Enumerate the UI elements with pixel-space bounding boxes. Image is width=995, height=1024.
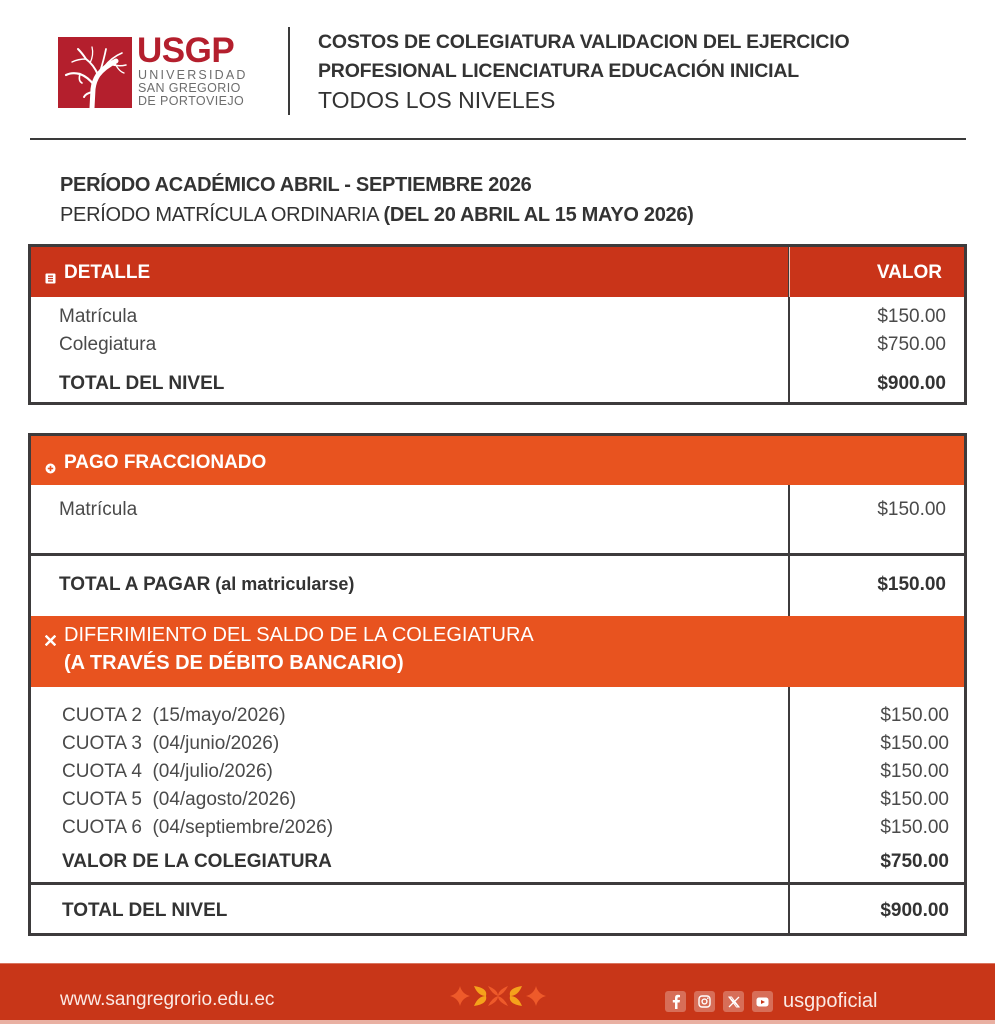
detail-header-label: DETALLE <box>64 262 151 283</box>
column-divider <box>788 485 790 616</box>
quota-value: $150.00 <box>880 733 949 754</box>
subtitle: TODOS LOS NIVELES <box>318 87 556 113</box>
row-divider <box>31 553 964 556</box>
row-value: $150.00 <box>877 499 946 520</box>
ornament-icon <box>448 982 548 1010</box>
quota-label: CUOTA 4 (04/julio/2026) <box>62 761 273 782</box>
header-column-divider <box>789 247 790 297</box>
quota-value: $150.00 <box>880 789 949 810</box>
title-line: COSTOS DE COLEGIATURA VALIDACION DEL EJERCICIO <box>318 31 850 53</box>
tuition-label: VALOR DE LA COLEGIATURA <box>62 851 332 872</box>
row-label: Colegiatura <box>59 334 157 355</box>
row-value: $750.00 <box>877 334 946 355</box>
website-link[interactable]: www.sangregrorio.edu.ec <box>60 989 275 1010</box>
quota-value: $150.00 <box>880 761 949 782</box>
title-line: PROFESIONAL LICENCIATURA EDUCACIÓN INICIAL <box>318 60 799 82</box>
enrollment-period-label: PERÍODO MATRÍCULA ORDINARIA <box>60 204 384 226</box>
row-label: Matrícula <box>59 306 138 327</box>
pay-now-label-wrap <box>59 574 354 596</box>
installment-section-header <box>31 436 964 485</box>
social-handle[interactable]: usgpoficial <box>783 990 878 1012</box>
quota-label: CUOTA 6 (04/septiembre/2026) <box>62 817 334 838</box>
quota-value: $150.00 <box>880 817 949 838</box>
logo-line: UNIVERSIDAD <box>138 68 248 82</box>
academic-period: PERÍODO ACADÉMICO ABRIL - SEPTIEMBRE 2026 <box>60 174 532 196</box>
close-icon <box>45 629 56 652</box>
total-value: $900.00 <box>877 373 946 394</box>
period-info <box>60 170 694 230</box>
row-label: Matrícula <box>59 499 138 520</box>
instagram-icon[interactable] <box>694 991 715 1012</box>
installment-header-label: PAGO FRACCIONADO <box>64 452 267 473</box>
total-label: TOTAL DEL NIVEL <box>62 900 228 921</box>
header-divider <box>288 27 290 115</box>
detail-header-label-wrap <box>45 262 150 284</box>
total-value: $900.00 <box>880 900 949 921</box>
logo-wordmark: USGP <box>137 31 235 70</box>
row-divider <box>31 882 964 885</box>
footer <box>0 963 995 1020</box>
value-header-label: VALOR <box>876 262 942 283</box>
detail-table-header <box>31 247 964 297</box>
detail-table <box>28 244 967 405</box>
tree-logo-icon <box>58 37 132 108</box>
row-value: $150.00 <box>877 306 946 327</box>
social-links <box>665 990 878 1013</box>
deferral-header-line2: (A TRAVÉS DE DÉBITO BANCARIO) <box>64 652 404 674</box>
quota-label: CUOTA 3 (04/junio/2026) <box>62 733 280 754</box>
header-rule <box>30 138 966 140</box>
facebook-icon[interactable] <box>665 991 686 1012</box>
deferral-header-line1: DIFERIMIENTO DEL SALDO DE LA COLEGIATURA <box>64 624 534 646</box>
enrollment-period <box>60 200 694 230</box>
deferral-section-header <box>31 616 964 687</box>
quota-label: CUOTA 5 (04/agosto/2026) <box>62 789 297 810</box>
list-icon <box>45 268 56 279</box>
column-divider <box>788 687 790 933</box>
quota-label: CUOTA 2 (15/mayo/2026) <box>62 705 286 726</box>
pay-now-suffix: (al matricularse) <box>210 574 355 594</box>
youtube-icon[interactable] <box>752 991 773 1012</box>
logo-line: DE PORTOVIEJO <box>138 94 245 108</box>
tuition-value: $750.00 <box>880 851 949 872</box>
pay-now-value: $150.00 <box>877 574 946 595</box>
page-title <box>318 28 968 115</box>
usgp-logo <box>58 31 248 109</box>
installment-header-wrap <box>45 452 266 474</box>
quota-value: $150.00 <box>880 705 949 726</box>
x-icon[interactable] <box>723 991 744 1012</box>
plus-circle-icon <box>45 458 56 469</box>
pay-now-label: TOTAL A PAGAR <box>59 574 211 595</box>
installment-table <box>28 433 967 936</box>
logo-line: SAN GREGORIO <box>138 81 241 95</box>
footer-strip <box>0 1020 995 1024</box>
enrollment-period-dates: (DEL 20 ABRIL AL 15 MAYO 2026) <box>383 204 694 226</box>
total-label: TOTAL DEL NIVEL <box>59 373 225 394</box>
